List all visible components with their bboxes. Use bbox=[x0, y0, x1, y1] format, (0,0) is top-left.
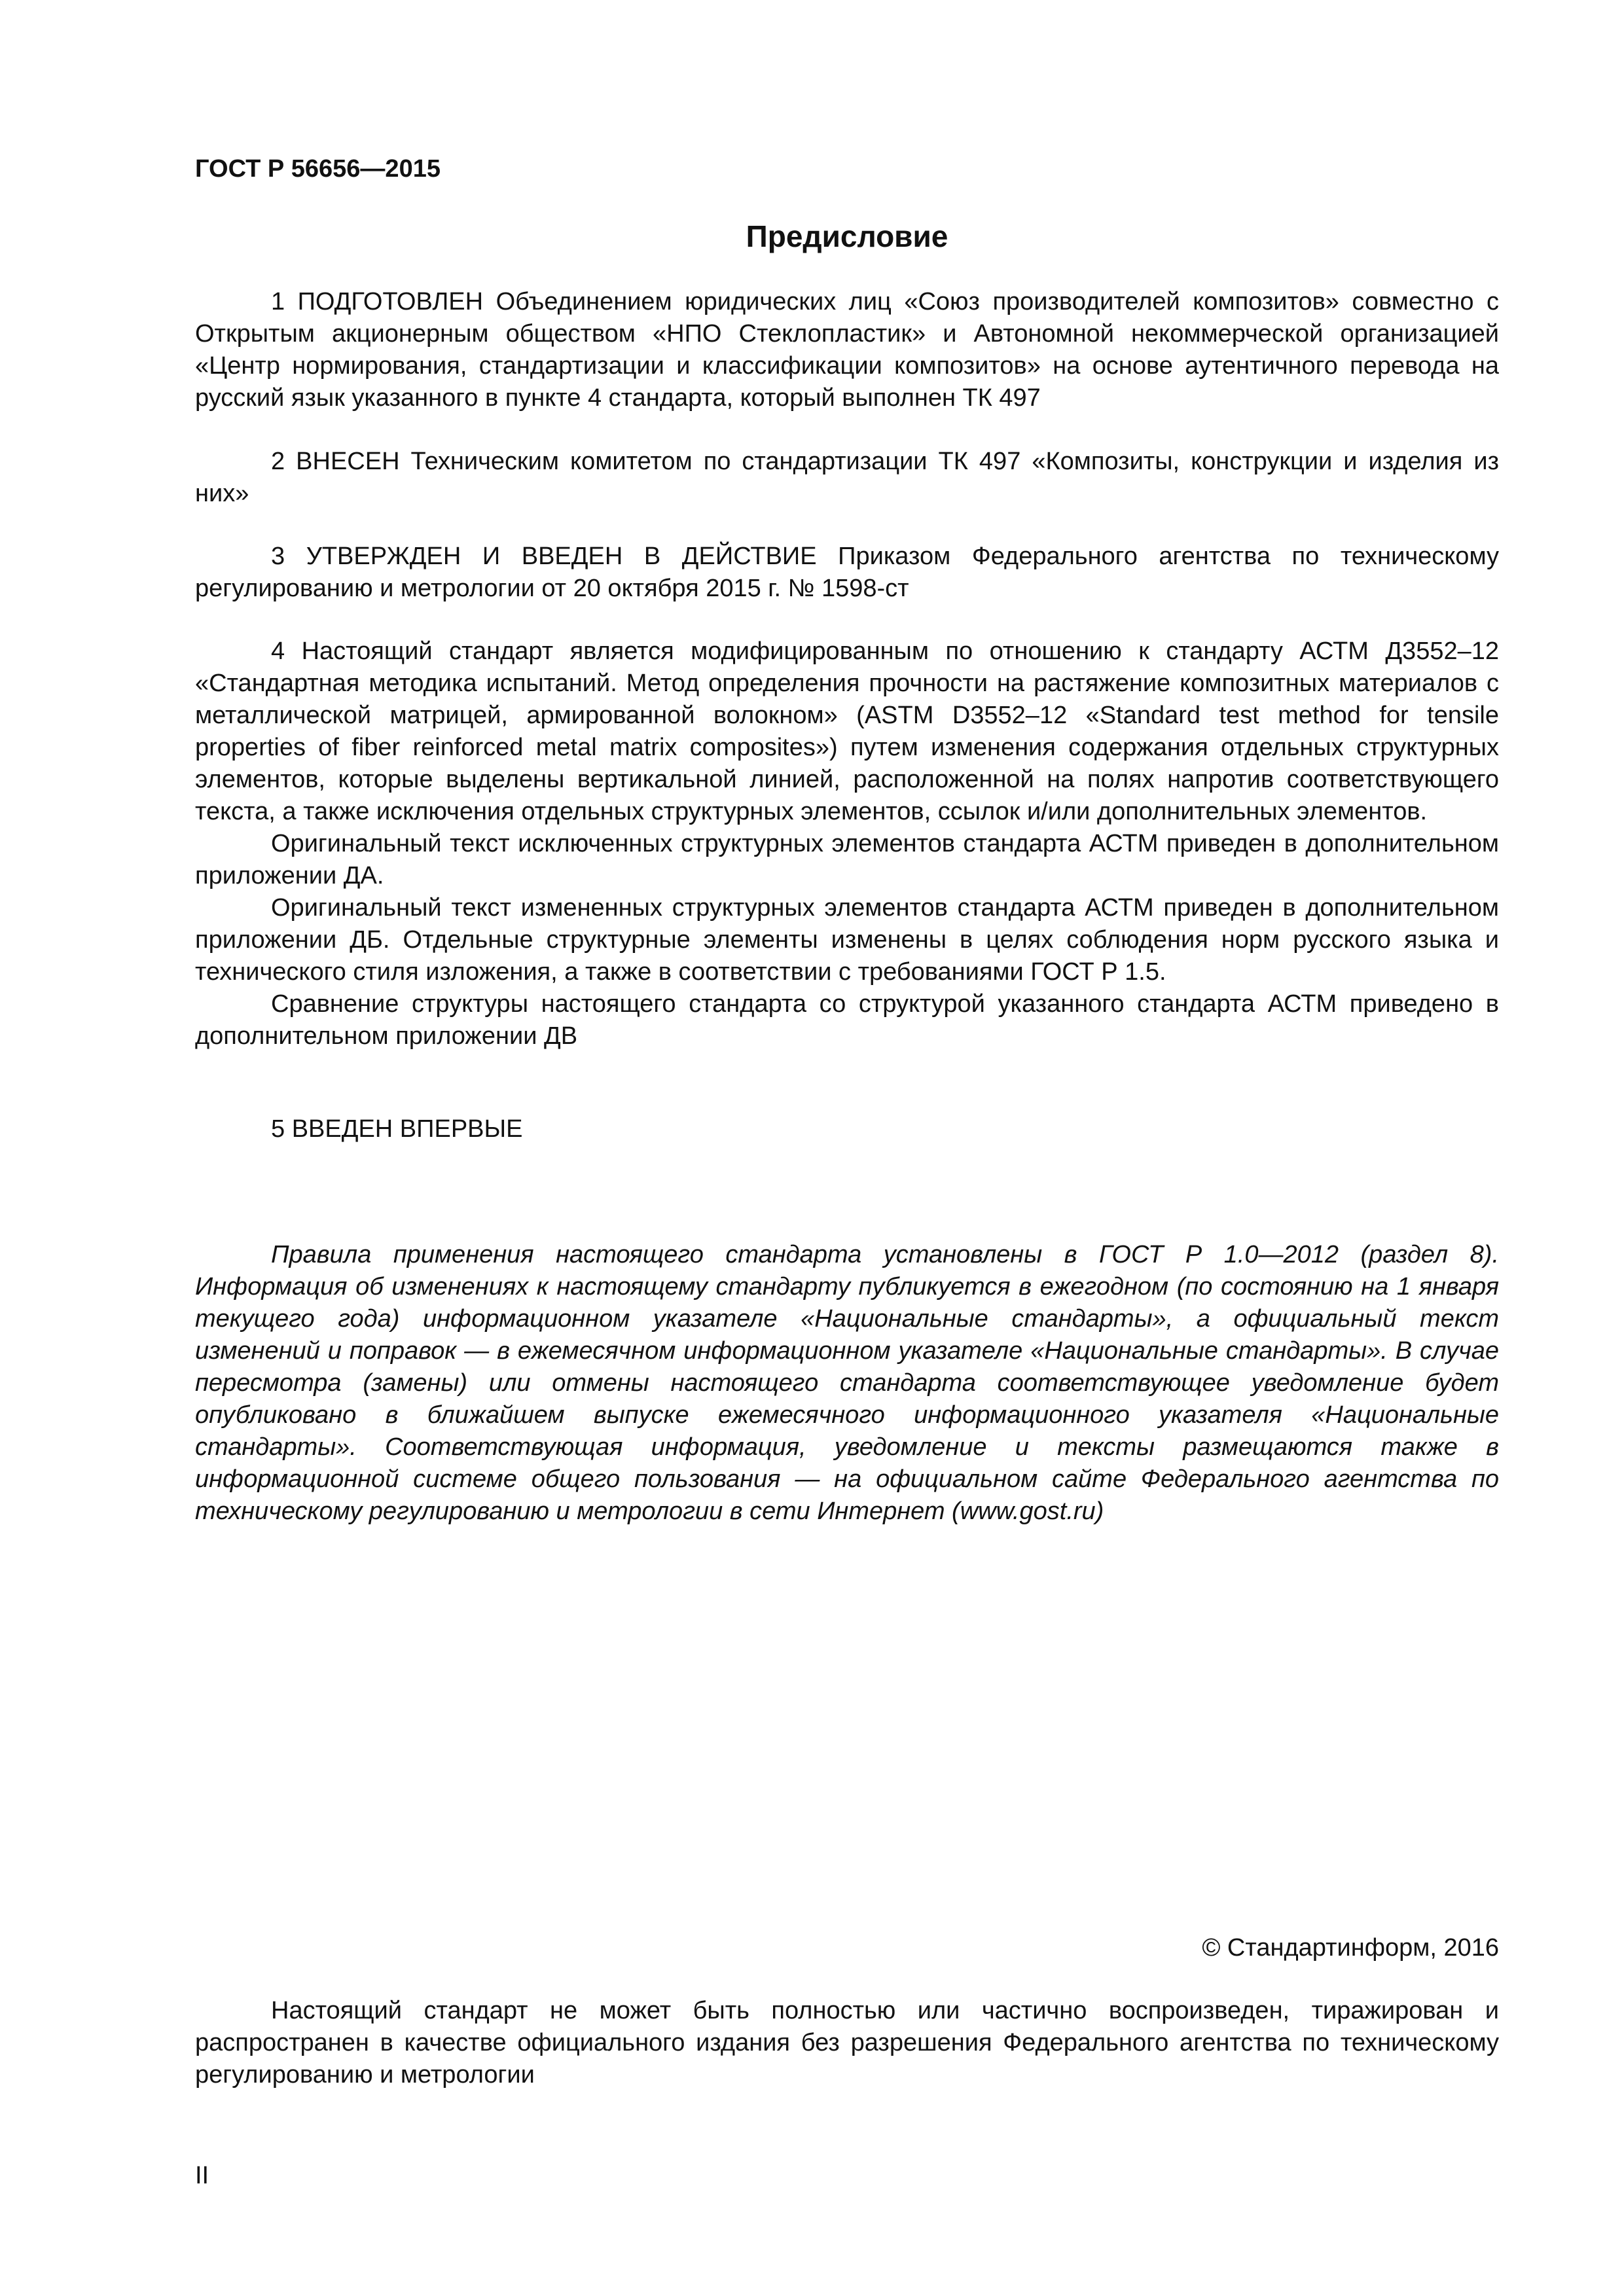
preface-item-4-paragraph-1: 4 Настоящий стандарт является модифицированным по отношению к стандарту АСТМ Д3552–12 «Стандартная методика испытаний. Метод определения прочности на растяжение композитных материалов с металлической матрицей, армированной волокном» (ASTM D3552–12 «Standard test method for tensile properties of fiber reinforced metal matrix composites») путем изменения содержания отдельных структурных элементов, которые выделены вертикальной линией, расположенной на полях напротив соответствующего текста, а также исключения отдельных структурных элементов, ссылок и/или дополнительных элементов. bbox=[195, 637, 1499, 825]
rules-notice-text: Правила применения настоящего стандарта установлены в ГОСТ Р 1.0—2012 (раздел 8). Информация об изменениях к настоящему стандарту публикуется в ежегодном (по состоянию на 1 января текущего года) информационном указателе «Национальные стандарты», а официальный текст изменений и поправок — в ежемесячном информационном указателе «Национальные стандарты». В случае пересмотра (замены) или отмены настоящего стандарта соответствующее уведомление будет опубликовано в ближайшем выпуске ежемесячного информационного указателя «Национальные стандарты». Соответствующая информация, уведомление и тексты размещаются также в информационной системе общего пользования — на официальном сайте Федерального агентства по техническому регулированию и метрологии в сети Интернет (www.gost.ru) bbox=[195, 1241, 1499, 1525]
page-title: Предисловие bbox=[746, 219, 948, 253]
preface-item-4 bbox=[195, 636, 1499, 1052]
document-code: ГОСТ Р 56656—2015 bbox=[195, 155, 441, 183]
preface-item-1-text: 1 ПОДГОТОВЛЕН Объединением юридических лиц «Союз производителей композитов» совместно с Открытым акционерным обществом «НПО Стеклопластик» и Автономной некоммерческой организацией «Центр нормирования, стандартизации и классификации композитов» на основе аутентичного перевода на русский язык указанного в пункте 4 стандарта, который выполнен ТК 497 bbox=[195, 288, 1499, 412]
preface-item-3-text: 3 УТВЕРЖДЕН И ВВЕДЕН В ДЕЙСТВИЕ Приказом Федерального агентства по техническому регулированию и метрологии от 20 октября 2015 г. № 1598-ст bbox=[195, 543, 1499, 602]
preface-item-4-paragraph-2: Оригинальный текст исключенных структурных элементов стандарта АСТМ приведен в дополнительном приложении ДА. bbox=[195, 830, 1499, 889]
copyright-line: © Стандартинформ, 2016 bbox=[1202, 1934, 1499, 1962]
preface-item-1 bbox=[195, 286, 1499, 414]
preface-item-5 bbox=[195, 1113, 1499, 1145]
preface-item-4-paragraph-3: Оригинальный текст измененных структурных элементов стандарта АСТМ приведен в дополнительном приложении ДБ. Отдельные структурные элементы изменены в целях соблюдения норм русского языка и технического стиля изложения, а также в соответствии с требованиями ГОСТ Р 1.5. bbox=[195, 894, 1499, 986]
preface-item-2 bbox=[195, 446, 1499, 510]
preface-item-2-text: 2 ВНЕСЕН Техническим комитетом по стандартизации ТК 497 «Композиты, конструкции и изделия из них» bbox=[195, 448, 1499, 507]
reproduction-notice-text: Настоящий стандарт не может быть полностью или частично воспроизведен, тиражирован и распространен в качестве официального издания без разрешения Федерального агентства по техническому регулированию и метрологии bbox=[195, 1997, 1499, 2089]
preface-item-5-text: 5 ВВЕДЕН ВПЕРВЫЕ bbox=[271, 1115, 523, 1143]
preface-item-4-paragraph-4: Сравнение структуры настоящего стандарта со структурой указанного стандарта АСТМ приведено в дополнительном приложении ДВ bbox=[195, 990, 1499, 1050]
rules-notice bbox=[195, 1239, 1499, 1528]
preface-item-3 bbox=[195, 541, 1499, 605]
reproduction-notice bbox=[195, 1995, 1499, 2091]
page-number: II bbox=[195, 2162, 209, 2189]
